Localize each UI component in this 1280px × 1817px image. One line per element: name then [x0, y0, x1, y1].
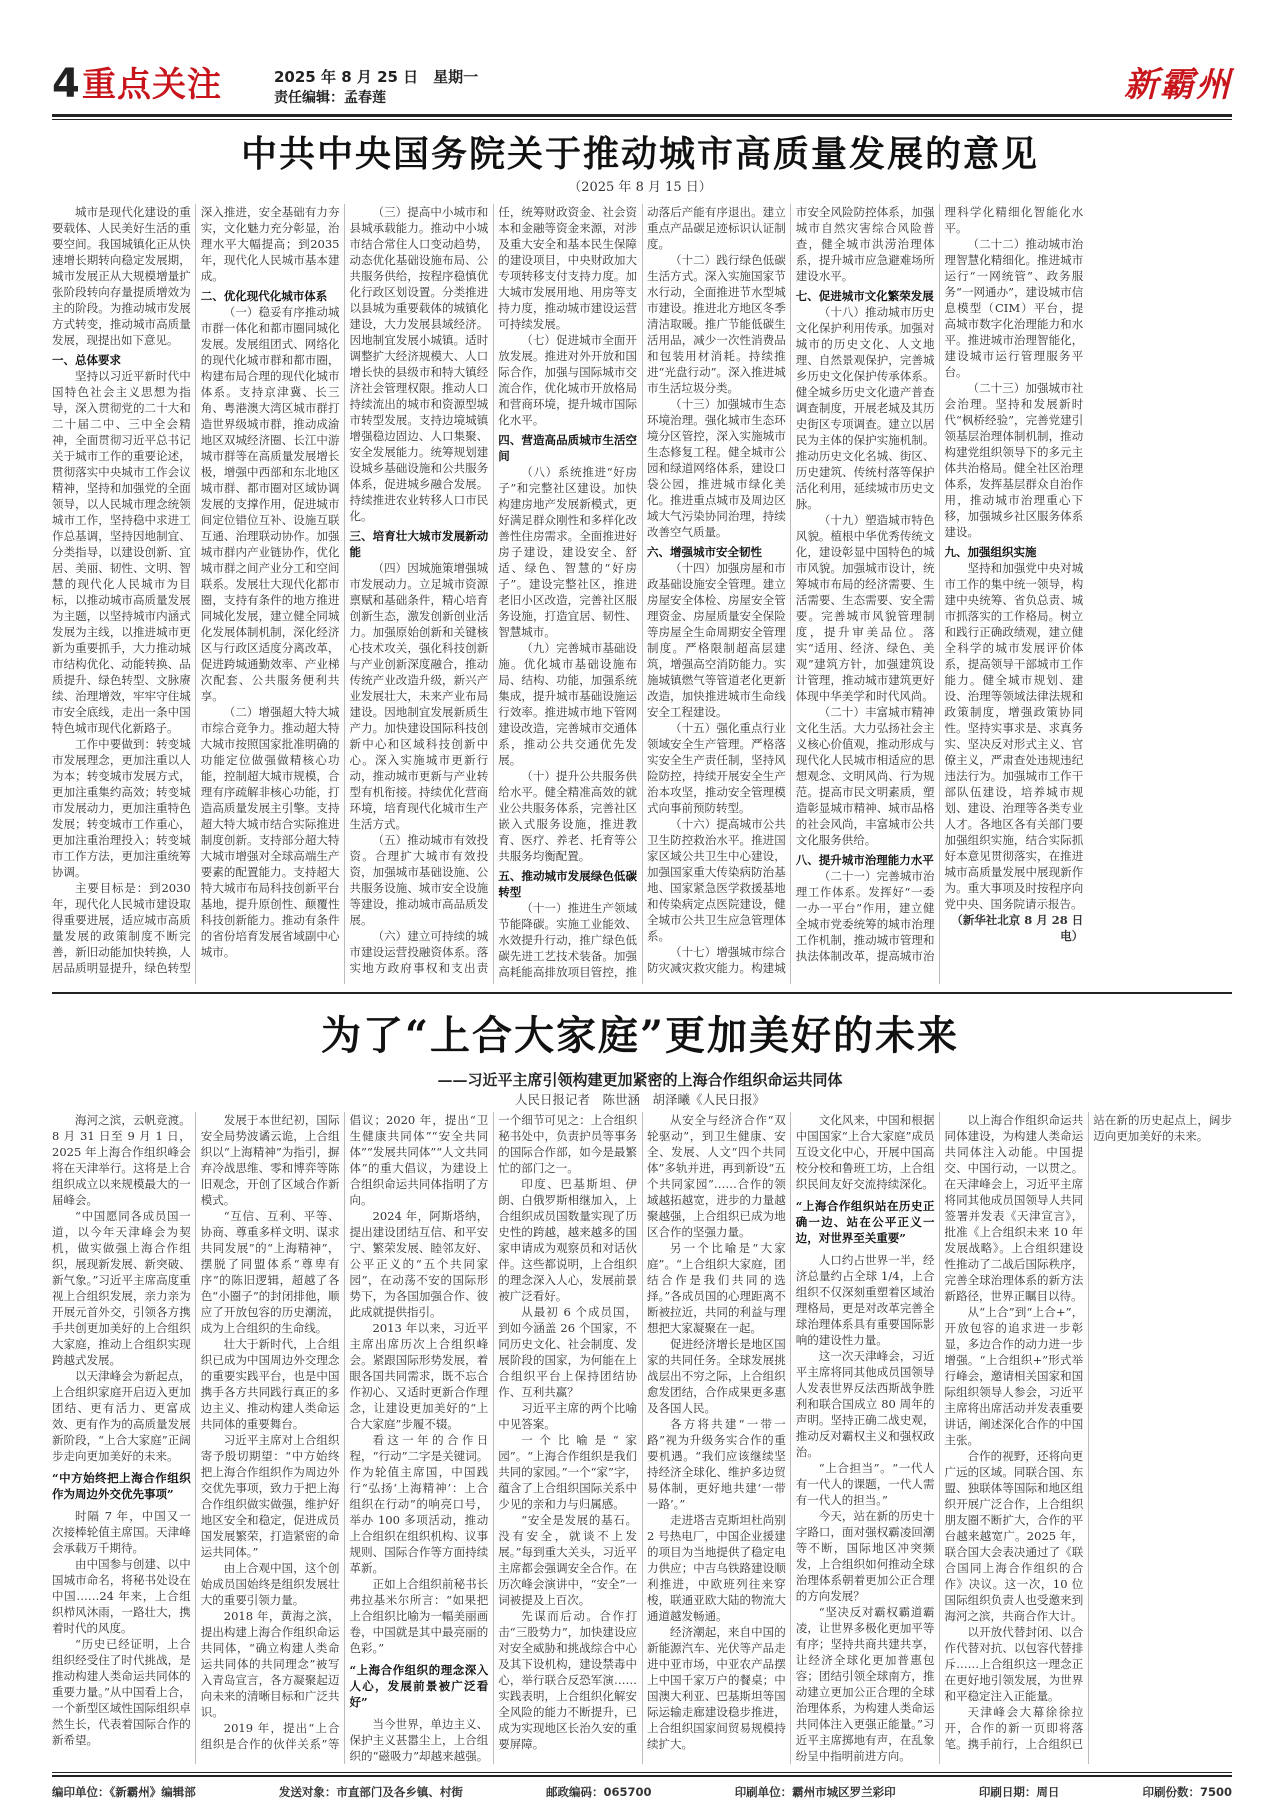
paragraph: （二十）丰富城市精神文化生活。大力弘扬社会主义核心价值观，推动形成与现代化人民城市相适应的思想观念、文明风尚、行为规范。提高市民文明素质，塑造彰显城市精神、城市品格的社会风尚，丰富城市公共文化服务供给。: [795, 705, 935, 847]
footer-rule: [52, 1772, 1232, 1773]
issue-date: 2025 年 8 月 25 日 星期一: [274, 68, 479, 86]
paragraph: （二）增强超大特大城市综合竞争力。推动超大特大城市按照国家批准明确的功能定位做强做精核心功能，控制超大城市规模，合理有序疏解非核心功能，打造高质量发展主引擎。支持超大特大城市结合实际推进制度创新。支持部分超大特大城市增强对全球高端生产要素的配置能力。支持超大特大城市布局科技创新平台基地，提升原创性、颠覆性科技创新能力。推动有条件的省份培育发展省域副中心城市。: [200, 705, 340, 959]
article2-body: [52, 1112, 1232, 1764]
paragraph: （十）提升公共服务供给水平。健全精准高效的就业公共服务体系，完善社区嵌入式服务设施，推进教育、医疗、养老、托育等公共服务均衡配置。: [498, 769, 637, 863]
paragraph: “互信、互利、平等、协商、尊重多样文明、谋求共同发展”的“上海精神”，摆脱了同盟体系“尊卑有序”的陈旧逻辑，超越了各色“小圈子”的封闭排他，顺应了开放包容的历史潮流，成为上合组织的生命线。: [200, 1209, 340, 1335]
paragraph: 发展于本世纪初，国际安全局势波谲云诡，上合组织以“上海精神”为指引，摒弃冷战思维、零和博弈等陈旧观念，开创了区域合作新模式。: [200, 1113, 340, 1207]
masthead: [52, 62, 1232, 114]
paragraph: （三）提高中小城市和县城承载能力。推动中小城市结合常住人口变动趋势，动态优化基础设施布局、公共服务供给，按程序稳慎优化行政区划设置。分类推进以县城为重要载体的城镇化建设，大力发展县域经济。因地制宜发展小城镇。适时调整扩大经济规模大、人口增长快的县级市和特大镇经济社会管理权限。推动人口持续流出的城市和资源型城市转型发展。支持边境城镇增强稳边固边、人口集聚、安全发展能力。统筹规划建设城乡基础设施和公共服务体系，促进城乡融合发展。持续推进农业转移人口市民化。: [349, 205, 489, 523]
paragraph: （十八）推动城市历史文化保护利用传承。加强对城市的历史文化、人文地理、自然景观保护，完善城乡历史文化保护传承体系。健全城乡历史文化遗产普查调查制度，开展老城及其历史街区专项调查。建立以居民为主体的保护实施机制。推动历史文化名城、街区、历史建筑、传统村落等保护活化利用，延续城市历史文脉。: [795, 305, 935, 511]
paragraph: 时隔 7 年，中国又一次接棒轮值主席国。天津峰会承载万千期待。: [52, 1509, 191, 1555]
paragraph: 天津峰会大幕徐徐拉开，合作的新一页即将落笔。携手前行，上合组织已站在新的历史起点上，阔步迈向更加美好的未来。: [944, 1113, 1232, 1751]
paragraph: 城市是现代化建设的重要载体、人民美好生活的重要空间。我国城镇化正从快速增长期转向稳定发展期，城市发展正从大规模增量扩张阶段转向存量提质增效为主的阶段。为推动城市发展方式转变，推动城市高质量发展，现提出如下意见。: [52, 205, 191, 347]
article1-date: （2025 年 8 月 15 日）: [568, 180, 712, 195]
paragraph: 2018 年，黄海之滨，提出构建上海合作组织命运共同体，“确立构建人类命运共同体的共同理念”被写入青岛宣言，各方凝聚起迈向未来的清晰目标和广泛共识。: [200, 1609, 340, 1719]
paragraph: 合作的视野，还将向更广远的区域。同联合国、东盟、独联体等国际和地区组织开展广泛合作，上合组织朋友圈不断扩大，合作的平台越来越宽广。2025 年，联合国大会表决通过了《联合国同上海合作组织的合作》决议。这一次，10 位国际组织负责人也受邀来到海河之滨，共商合作大计。: [944, 1449, 1084, 1623]
paragraph: 工作中要做到：转变城市发展理念，更加注重以人为本；转变城市发展方式，更加注重集约高效；转变城市发展动力，更加注重特色发展；转变城市工作重心，更加注重治理投入；转变城市工作方法，更加注重统筹协调。: [52, 737, 191, 879]
paragraph: 壮大于新时代，上合组织已成为中国周边外交理念的重要实践平台，也是中国携手各方共同践行真正的多边主义、推动构建人类命运共同体的重要舞台。: [200, 1337, 340, 1431]
footer-print-date: 印刷日期：周日: [978, 1785, 1060, 1799]
page-number: 4: [52, 61, 80, 107]
paragraph: 另一个比喻是“大家庭”。“上合组织大家庭，团结合作是我们共同的选择。”各成员国的心理距离不断被拉近，共同的利益与理想把大家凝聚在一起。: [647, 1241, 786, 1335]
paragraph: “安全是发展的基石。没有安全，就谈不上发展。”每到重大关头，习近平主席都会强调安全合作。在历次峰会演讲中，“安全”一词被提及上百次。: [498, 1513, 637, 1607]
footer-editor-unit: 编印单位：《新霸州》编辑部: [52, 1785, 196, 1799]
section-heading: 六、增强城市安全韧性: [647, 545, 762, 559]
section-heading: 四、营造高品质城市生活空间: [498, 433, 637, 463]
paragraph: 2013 年以来，习近平主席出席历次上合组织峰会。紧跟国际形势发展，着眼各国共同需求，既不忘合作初心、又适时更新合作理念，让建设更加美好的“上合大家庭”步履不辍。: [349, 1321, 489, 1431]
paragraph: 由上合观中国，这个创始成员国始终是组织发展壮大的重要引领力量。: [200, 1561, 340, 1607]
section-heading: 二、优化现代化城市体系: [200, 289, 328, 303]
paragraph: 主要目标是：到2030年，现代化人民城市建设取得重要进展，适应城市高质量发展的政策制度不断完善，新旧动能加快转换，人居品质明显提升，绿色转型深入推进，安全基础有力夯实，文化魅力充分彰显，治理水平大幅提高；到2035年，现代化人民城市基本建成。: [52, 205, 340, 975]
paragraph: （二十一）完善城市治理工作体系。发挥好“一委一办一平台”作用，建立健全城市党委统筹的城市治理工作机制，推动城市管理和执法体制改革，提高城市治理科学化精细化智能化水平。: [795, 205, 1084, 963]
paragraph: 先谋而后动。合作打击“三股势力”，加快建设应对安全威胁和挑战综合中心及其下设机构，建设禁毒中心，举行联合反恐军演……实践表明，上合组织化解安全风险的能力不断提升，已成为实现地区长治久安的重要屏障。: [498, 1609, 637, 1751]
paragraph: 从最初 6 个成员国，到如今涵盖 26 个国家，不同历史文化、社会制度、发展阶段的国家，为何能在上合组织平台上保持团结协作、互利共赢？: [498, 1305, 637, 1399]
paragraph: （一）稳妥有序推动城市群一体化和都市圈同城化发展。发展组团式、网络化的现代化城市群和都市圈，构建布局合理的现代化城市体系。支持京津冀、长三角、粤港澳大湾区城市群打造世界级城市群，推动成渝地区双城经济圈、长江中游城市群等在高质量发展增长极，增强中西部和东北地区城市群、都市圈对区域协调发展的支撑作用，促进城市间定位错位互补、设施互联互通、治理联动协作。加强城市群内产业链协作，优化城市群之间产业分工和空间联系。发展壮大现代化都市圈，支持有条件的地方推进同城化发展，建立健全同城化发展体制机制，深化经济区与行政区适度分离改革，促进跨城通勤效率、产业梯次配套、公共服务便利共享。: [200, 305, 340, 703]
paragraph: 从安全与经济合作“双轮驱动”，到卫生健康、安全、发展、人文“四个共同体”多轨并进，再到新设“五个共同家园”……合作的领域越拓越宽，进步的力量越聚越强，上合组织已成为地区合作的坚强力量。: [647, 1113, 786, 1239]
paragraph: 坚持以习近平新时代中国特色社会主义思想为指导，深入贯彻党的二十大和二十届二中、三中全会精神，全面贯彻习近平总书记关于城市工作的重要论述，贯彻落实中央城市工作会议精神，坚持和加强党的全面领导，以人民城市理念统领城市工作，坚持稳中求进工作总基调，坚持因地制宜、分类指导，以建设创新、宜居、美丽、韧性、文明、智慧的现代化人民城市为目标，以推动城市高质量发展为主题，以坚持城市内涵式发展为主线，以推进城市更新为重要抓手，大力推动城市结构优化、动能转换、品质提升、绿色转型、文脉赓续、治理增效，牢牢守住城市安全底线，走出一条中国特色城市现代化新路子。: [52, 369, 191, 735]
footer-printer: 印刷单位：霸州市城区罗兰彩印: [734, 1785, 896, 1799]
masthead-rule-thin: [52, 119, 1232, 120]
paragraph: （十七）增强城市综合防灾减灾救灾能力。构建城市安全风险防控体系，加强城市自然灾害综合风险普查，健全城市洪涝治理体系，提升城市应急避难场所建设水平。: [647, 205, 935, 975]
paragraph: （八）系统推进“好房子”和完整社区建设。加快构建房地产发展新模式，更好满足群众刚性和多样化改善性住房需求。全面推进好房子建设，建设安全、舒适、绿色、智慧的“好房子”。建设完整社区，推进老旧小区改造，完善社区服务设施，打造宜居、韧性、智慧城市。: [498, 465, 637, 639]
masthead-rule: [52, 114, 1232, 117]
paragraph: “坚决反对霸权霸道霸凌，让世界多极化更加平等有序；坚持共商共建共享，让经济全球化更加普惠包容；团结引领全球南方，推动建立更加公正合理的全球治理体系，为构建人类命运共同体注入更强正能量。”习近平主席掷地有声，在乱象纷呈中指明前进方向。: [795, 1605, 935, 1763]
paragraph: “中国愿同各成员国一道，以今年天津峰会为契机，做实做强上海合作组织，展现新发展、新突破、新气象。”习近平主席高度重视上合组织发展，亲力亲为开展元首外交，引领各方携手共创更加美好的上合组织大家庭，推动上合组织实现跨越式发展。: [52, 1209, 191, 1367]
paragraph: 印度、巴基斯坦、伊朗、白俄罗斯相继加入，上合组织成员国数量实现了历史性的跨越，越来越多的国家申请成为观察员和对话伙伴。这些都说明，上合组织的理念深入人心，发展前景被广泛看好。: [498, 1177, 637, 1303]
paragraph: “上合担当”。“一代人有一代人的课题，一代人需有一代人的担当。”: [795, 1461, 935, 1507]
paragraph: 经济潮起，来自中国的新能源汽车、光伏等产品走进中亚市场，中亚农产品摆上中国千家万户的餐桌；中国澳大利亚、巴基斯坦等国际运输走廊建设稳步推进，上合组织国家间贸易规模持续扩大。: [647, 1625, 786, 1751]
paragraph: （十五）强化重点行业领域安全生产管理。严格落实安全生产责任制，坚持风险防控，持续开展安全生产治本攻坚，推动安全管理模式向事前预防转型。: [647, 721, 786, 815]
section-heading: 五、推动城市发展绿色低碳转型: [498, 869, 637, 899]
section-heading: 八、提升城市治理能力水平: [795, 853, 934, 867]
subheading: “中方始终把上海合作组织作为周边外交优先事项”: [52, 1471, 191, 1501]
article2-byline: 人民日报记者 陈世涵 胡泽曦《人民日报》: [514, 1092, 765, 1107]
paragraph: 一个比喻是“家园”。“上海合作组织是我们共同的家园。”一个“家”字，蕴含了上合组织国际关系中少见的亲和力与归属感。: [498, 1433, 637, 1511]
paragraph: 习近平主席对上合组织寄予殷切期望：“中方始终把上海合作组织作为周边外交优先事项，致力于把上海合作组织做实做强，维护好地区安全和稳定，促进成员国发展繁荣，打造紧密的命运共同体。”: [200, 1433, 340, 1559]
paragraph: 促进经济增长是地区国家的共同任务。全球发展挑战层出不穷之际，上合组织愈发团结，合作成果更多惠及各国人民。: [647, 1337, 786, 1415]
paragraph: （十六）提高城市公共卫生防控救治水平。推进国家区域公共卫生中心建设，加强国家重大传染病防治基地、国家紧急医学救援基地和传染病定点医院建设，健全城市公共卫生应急管理体系。: [647, 817, 786, 943]
paragraph: 海河之滨，云帆竞渡。8 月 31 日至 9 月 1 日，2025 年上海合作组织峰会将在天津举行。这将是上合组织成立以来规模最大的一届峰会。: [52, 1113, 191, 1207]
paragraph: 正如上合组织前秘书长弗拉基米尔所言：“如果把上合组织比喻为一幅美丽画卷，中国就是其中最亮丽的色彩。”: [349, 1577, 489, 1655]
section-heading: 七、促进城市文化繁荣发展: [795, 289, 934, 303]
paragraph: （十四）加强房屋和市政基础设施安全管理。建立房屋安全体检、房屋安全管理资金、房屋质量安全保险等房屋全生命周期安全管理制度。严格限制超高层建筑，增强高空消防能力。实施城镇燃气等管道老化更新改造，加快推进城市生命线安全工程建设。: [647, 561, 786, 719]
paragraph: （十九）塑造城市特色风貌。植根中华优秀传统文化，建设彰显中国特色的城市风貌。加强城市设计，统筹城市布局的经济需要、生活需要、生态需要、安全需要。完善城市风貌管理制度，提升审美品位。落实“适用、经济、绿色、美观”建筑方针，加强建筑设计管理，推动城市建筑更好体现中华美学和时代风尚。: [795, 513, 935, 703]
section-heading: 三、培育壮大城市发展新动能: [349, 529, 489, 559]
paragraph: 坚持和加强党中央对城市工作的集中统一领导，构建中央统筹、省负总责、城市抓落实的工作格局。树立和践行正确政绩观，建立健全科学的城市发展评价体系，提高领导干部城市工作能力。健全城市规划、建设、治理等领域法律法规和政策制度，增强政策协同性。坚持实事求是、求真务实、坚决反对形式主义、官僚主义，严肃查处违规违纪违法行为。加强城市工作干部队伍建设，培养城市规划、建设、治理等各类专业人才。各地区各有关部门要加强组织实施，结合实际抓好本意见贯彻落实，在推进城市高质量发展中展现新作为。重大事项及时按程序向党中央、国务院请示报告。: [944, 561, 1084, 911]
paragraph: “历史已经证明，上合组织经受住了时代挑战，是推动构建人类命运共同体的重要力量。”从中国看上合，一个新型区域性国际组织卓然生长，代表着国际合作的新希望。: [52, 1637, 191, 1747]
footer-rule-thick: [52, 1775, 1232, 1777]
paragraph: （四）因城施策增强城市发展动力。立足城市资源禀赋和基础条件，精心培育创新生态，激发创新创业活力。加强原始创新和关键核心技术攻关，强化科技创新与产业创新深度融合，推动传统产业改造升级，新兴产业发展壮大，未来产业布局建设。因地制宜发展新质生产力。加快建设国际科技创新中心和区域科技创新中心。深入实施城市更新行动，推动城市更新与产业转型有机衔接。持续优化营商环境，培育现代化城市生产生活方式。: [349, 561, 489, 831]
paragraph: 各方将共建“一带一路”视为升级务实合作的重要机遇。“我们应该继续坚持经济全球化、维护多边贸易体制，更好地共建‘一带一路’。”: [647, 1417, 786, 1511]
paragraph: 以天津峰会为新起点，上合组织家庭开启迈入更加团结、更有活力、更富成效、更有作为的高质量发展新阶段，“上合大家庭”正阔步走向更加美好的未来。: [52, 1369, 191, 1463]
paragraph: 以开放代替封闭、以合作代替对抗、以包容代替排斥……上合组织这一理念正在更好地引领发展，为世界和平稳定注入正能量。: [944, 1625, 1084, 1703]
paragraph: （十二）践行绿色低碳生活方式。深入实施国家节水行动，全面推进节水型城市建设。推进北方地区冬季清洁取暖。推广节能低碳生活用品，减少一次性消费品和包装用材消耗。持续推进“光盘行动”。深入推进城市生活垃圾分类。: [647, 253, 786, 395]
footer-distribution: 发送对象：市直部门及各乡镇、村街: [278, 1785, 463, 1799]
article2-headline: 为了“上合大家庭”更加美好的未来: [320, 1012, 959, 1059]
footer: [52, 1782, 1232, 1802]
paragraph: （七）促进城市全面开放发展。推进对外开放和国际合作，加强与国际城市交流合作，优化城市开放格局和营商环境，提升城市国际化水平。: [498, 333, 637, 427]
paragraph: 今天，站在新的历史十字路口，面对强权霸凌回潮等不断，国际地区冲突频发，上合组织如何推动全球治理体系朝着更加公正合理的方向发展？: [795, 1509, 935, 1603]
paragraph: 由中国参与创建、以中国城市命名，将秘书处设在中国……24 年来，上合组织栉风沐雨，一路壮大，携着时代的风度。: [52, 1557, 191, 1635]
paragraph: 从“上合”到“上合+”，开放包容的追求进一步彰显，多边合作的动力进一步增强。“上合组织+”形式举行峰会，邀请相关国家和国际组织领导人参会，习近平主席将出席活动并发表重要讲话，阐述深化合作的中国主张。: [944, 1305, 1084, 1447]
footer-postcode: 邮政编码：065700: [546, 1785, 652, 1799]
newspaper-logo: 新霸州: [1124, 65, 1232, 105]
paragraph: 文化风来，中国和根据中国国家“上合大家庭”成员互设文化中心，开展中国高校分校和鲁班工坊，上合组织民间友好交流持续深化。: [795, 1113, 935, 1191]
paragraph: （二十三）加强城市社会治理。坚持和发展新时代“枫桥经验”，完善党建引领基层治理体制机制，推动构建党组织领导下的多元主体共治格局。健全社区治理体系，发挥基层群众自治作用，推动城市治理重心下移，加强城乡社区服务体系建设。: [944, 381, 1084, 539]
paragraph: （十三）加强城市生态环境治理。强化城市生态环境分区管控，深入实施城市生态修复工程。健全城市公园和绿道网络体系，建设口袋公园，推进城市绿化美化。推进重点城市及周边区域大气污染协同治理，持续改善空气质量。: [647, 397, 786, 539]
paragraph: （十一）推进生产领域节能降碳。实施工业能效、水效提升行动，推广绿色低碳先进工艺技术装备。加强高耗能高排放项目管控，推动落后产能有序退出。建立重点产品碳足迹标识认证制度。: [498, 205, 786, 979]
section-title: 重点关注: [82, 65, 222, 105]
article-separator: [52, 992, 1232, 994]
footer-print-count: 印刷份数：7500: [1142, 1785, 1232, 1799]
paragraph: （五）推动城市有效投资。合理扩大城市有效投资，加强城市基础设施、公共服务设施、城市安全设施等建设，推动城市高品质发展。: [349, 833, 489, 927]
paragraph: 这一次天津峰会，习近平主席将同其他成员国领导人发表世界反法西斯战争胜利和联合国成立 80 周年的声明。坚持正确二战史观，推动反对霸权主义和强权政治。: [795, 1349, 935, 1459]
section-heading: 一、总体要求: [52, 353, 121, 367]
dateline: （新华社北京 8 月 28 日电）: [951, 913, 1084, 943]
responsible-editor: 责任编辑：孟春莲: [274, 90, 386, 106]
subheading: “上海合作组织的理念深入人心，发展前景被广泛看好”: [349, 1663, 489, 1709]
paragraph: 当今世界，单边主义、保护主义甚嚣尘上，上合组织的“磁吸力”却越来越强。一个细节可见之：上合组织秘书处中，负责护员等事务的国际合作部，如今是最繁忙的部门之一。: [349, 1113, 637, 1763]
paragraph: 习近平主席的两个比喻中见答案。: [498, 1401, 637, 1431]
paragraph: 2019 年，提出“上合组织是合作的伙伴关系”等倡议；2020 年，提出“卫生健康共同体”“安全共同体”“发展共同体”“人文共同体”的重大倡议，为建设上合组织命运共同体指明了方向。: [200, 1113, 489, 1751]
paragraph: 走进塔吉克斯坦杜尚别 2 号热电厂，中国企业援建的项目为当地提供了稳定电力供应；中吉乌铁路建设顺利推进，中欧班列往来穿梭，联通亚欧大陆的物流大通道越发畅通。: [647, 1513, 786, 1623]
paragraph: （九）完善城市基础设施。优化城市基础设施布局、结构、功能，加强系统集成，提升城市基础设施运行效率。推进城市地下管网建设改造，完善城市交通体系，推动公共交通优先发展。: [498, 641, 637, 767]
article1-headline: 中共中央国务院关于推动城市高质量发展的意见: [240, 133, 1039, 175]
article1-body: [52, 204, 1232, 984]
paragraph: 2024 年，阿斯塔纳，提出建设团结互信、和平安宁、繁荣发展、睦邻友好、公平正义的“五个共同家园”，在动荡不安的国际形势下，为各国加强合作、彼此成就提供指引。: [349, 1209, 489, 1319]
article2-subtitle: ——习近平主席引领构建更加紧密的上海合作组织命运共同体: [437, 1071, 843, 1089]
subheading: “上海合作组织站在历史正确一边、站在公平正义一边，对世界至关重要”: [795, 1199, 935, 1245]
paragraph: （六）建立可持续的城市建设运营投融资体系。落实地方政府事权和支出责任，统筹财政资金、社会资本和金融等资金来源，对涉及重大安全和基本民生保障的建设项目，中央财政加大专项转移支付支持力度。加大城市发展用地、用房等支持力度，推动城市建设运营可持续发展。: [349, 205, 637, 975]
paragraph: 看这一年的合作日程，“行动”二字是关键词。作为轮值主席国，中国践行“弘扬‘上海精神’：上合组织在行动”的响亮口号，举办 100 多项活动，推动上合组织在组织机构、议事规则、国际合作等方面持续革新。: [349, 1433, 489, 1575]
paragraph: 以上海合作组织命运共同体建设，为构建人类命运共同体注入动能。中国提交、中国行动，一以贯之。在天津峰会上，习近平主席将同其他成员国领导人共同签署并发表《天津宣言》，批准《上合组织未来 10 年发展战略》。上合组织建设性推动了二战后国际秩序，完善全球治理体系的新方法新路径，世界正瞩目以待。: [944, 1113, 1084, 1303]
paragraph: （二十二）推动城市治理智慧化精细化。推进城市运行“一网统管”、政务服务“一网通办”，建设城市信息模型（CIM）平台，提高城市数字化治理能力和水平。推进城市治理智能化，建设城市运行管理服务平台。: [944, 237, 1084, 379]
paragraph: 人口约占世界一半，经济总量约占全球 1/4，上合组织不仅深刻重塑着区域治理格局，更是对改革完善全球治理体系具有重要国际影响的建设性力量。: [795, 1253, 935, 1347]
section-heading: 九、加强组织实施: [944, 545, 1037, 559]
